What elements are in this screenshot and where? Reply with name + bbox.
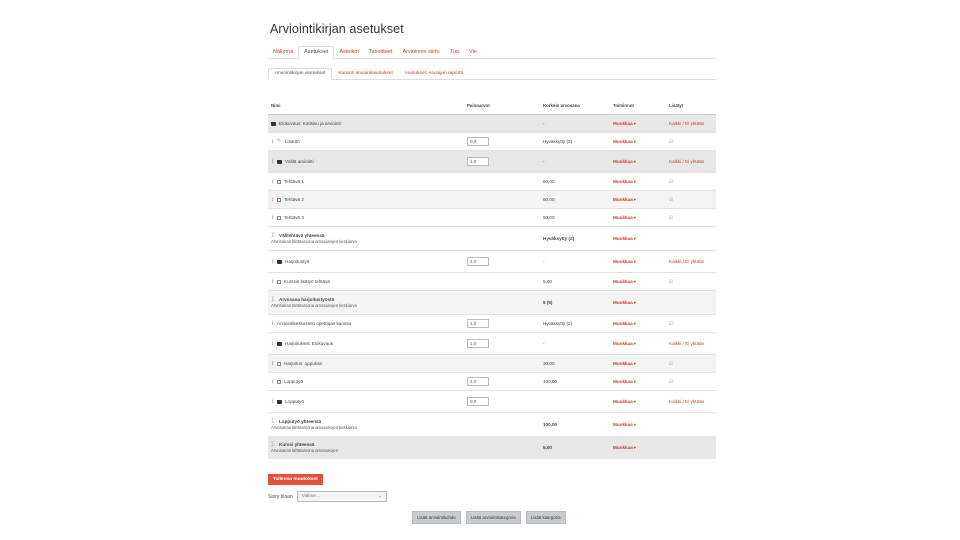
weight-cell bbox=[464, 227, 540, 251]
chevron-down-icon: ⌄ bbox=[377, 494, 382, 499]
assignment-icon bbox=[277, 198, 281, 202]
table-row bbox=[268, 413, 716, 437]
item-name: Harjoitus: oppukse bbox=[284, 360, 323, 366]
weight-cell bbox=[464, 115, 540, 133]
table-row bbox=[268, 391, 716, 413]
assignment-icon bbox=[277, 216, 281, 220]
max-grade-cell: Hyväksytty (2) bbox=[540, 227, 610, 251]
edit-menu-label: Muokkaa bbox=[613, 215, 633, 220]
actions-cell bbox=[610, 391, 666, 413]
calculator-icon: ∑ bbox=[271, 232, 275, 239]
edit-menu-label: Muokkaa bbox=[613, 159, 633, 164]
edit-menu-label: Muokkaa bbox=[613, 321, 633, 326]
jump-to-label: Siirry tilaan bbox=[268, 493, 293, 500]
pencil-icon: ✎ bbox=[277, 138, 282, 144]
actions-cell bbox=[610, 115, 666, 133]
caret-down-icon: ▾ bbox=[632, 236, 636, 241]
edit-menu-button[interactable] bbox=[613, 279, 636, 284]
extra-cell[interactable]: ☑ bbox=[666, 273, 716, 291]
edit-menu-label: Muokkaa bbox=[613, 379, 633, 384]
assignment-icon bbox=[277, 362, 281, 366]
name-cell bbox=[268, 209, 464, 227]
assignment-icon bbox=[277, 380, 281, 384]
item-name: Lopputyö bbox=[284, 378, 303, 384]
col-header-name: Nimi bbox=[268, 98, 464, 115]
weight-cell bbox=[464, 251, 540, 273]
item-name: Arviointikeskustelu opettajan kanssa bbox=[277, 320, 352, 326]
edit-menu-button[interactable] bbox=[613, 321, 636, 326]
name-cell bbox=[268, 391, 464, 413]
actions-cell bbox=[610, 173, 666, 191]
name-cell bbox=[268, 251, 464, 273]
caret-down-icon: ▾ bbox=[632, 139, 636, 144]
edit-menu-button[interactable] bbox=[613, 215, 636, 220]
edit-menu-button[interactable] bbox=[613, 361, 636, 366]
item-name: Lopputyö bbox=[285, 398, 304, 404]
actions-cell bbox=[610, 151, 666, 173]
caret-down-icon: ▾ bbox=[632, 159, 636, 164]
name-cell bbox=[268, 437, 464, 459]
add-button-2[interactable]: Lisää kategoria bbox=[526, 511, 566, 524]
move-arrow-icon[interactable]: ↕ bbox=[271, 320, 274, 327]
move-arrow-icon[interactable]: ↕ bbox=[271, 340, 274, 347]
item-name: Kurssi yhteensä bbox=[279, 442, 315, 448]
table-row bbox=[268, 191, 716, 209]
weight-input[interactable] bbox=[467, 377, 489, 386]
extra-cell[interactable]: Kaikki / Ei yhtään bbox=[666, 151, 716, 173]
actions-cell bbox=[610, 133, 666, 151]
subtab-1[interactable]: Kurssin arviointiasetukset bbox=[338, 71, 393, 76]
max-grade-cell: 100,00 bbox=[540, 413, 610, 437]
tab-6[interactable]: Vie bbox=[469, 49, 477, 55]
extra-cell[interactable]: ☑ bbox=[666, 315, 716, 333]
weight-cell bbox=[464, 373, 540, 391]
name-cell bbox=[268, 227, 464, 251]
folder-icon bbox=[277, 260, 282, 264]
edit-menu-label: Muokkaa bbox=[613, 236, 633, 241]
actions-cell bbox=[610, 437, 666, 459]
name-cell bbox=[268, 355, 464, 373]
tab-0[interactable]: Näkymä bbox=[273, 49, 294, 55]
extra-cell bbox=[666, 291, 716, 315]
item-name: Välitä arviointi bbox=[285, 158, 314, 164]
extra-cell[interactable]: Kaikki / Ei yhtään bbox=[666, 251, 716, 273]
weight-cell bbox=[464, 413, 540, 437]
edit-menu-button[interactable] bbox=[613, 300, 636, 305]
name-cell bbox=[268, 173, 464, 191]
weight-input[interactable] bbox=[467, 397, 489, 406]
page-content bbox=[268, 22, 716, 459]
tab-2[interactable]: Asteikot bbox=[339, 49, 359, 55]
edit-menu-label: Muokkaa bbox=[613, 279, 633, 284]
table-row bbox=[268, 333, 716, 355]
weight-input[interactable] bbox=[467, 257, 489, 266]
edit-menu-button[interactable] bbox=[613, 422, 636, 427]
table-row bbox=[268, 315, 716, 333]
weight-cell bbox=[464, 333, 540, 355]
item-subtitle: Arvosanan lähtöarvona arvosanojen bbox=[271, 448, 339, 454]
subtab-2[interactable]: Asetukset: Arvioijan raportti bbox=[404, 71, 463, 76]
extra-cell[interactable]: Kaikki / Ei yhtään bbox=[666, 391, 716, 413]
max-grade-cell: 30,00 bbox=[540, 355, 610, 373]
sub-tabs bbox=[268, 65, 716, 80]
table-row bbox=[268, 115, 716, 133]
max-grade-cell: 100,00 bbox=[540, 373, 610, 391]
item-name: Lisätöö bbox=[285, 138, 300, 144]
name-cell bbox=[268, 115, 464, 133]
name-cell bbox=[268, 191, 464, 209]
actions-cell bbox=[610, 413, 666, 437]
caret-down-icon: ▾ bbox=[632, 379, 636, 384]
table-row bbox=[268, 151, 716, 173]
caret-down-icon: ▾ bbox=[632, 321, 636, 326]
name-cell bbox=[268, 333, 464, 355]
jump-to-row bbox=[268, 491, 387, 502]
max-grade-cell: - bbox=[540, 251, 610, 273]
item-name: Harjoitukset: Elokuvaus bbox=[285, 340, 334, 346]
folder-icon bbox=[277, 400, 282, 404]
caret-down-icon: ▾ bbox=[632, 197, 636, 202]
caret-down-icon: ▾ bbox=[632, 422, 636, 427]
weight-cell bbox=[464, 391, 540, 413]
move-arrow-icon[interactable]: ↕ bbox=[271, 214, 274, 221]
edit-menu-label: Muokkaa bbox=[613, 445, 633, 451]
table-row bbox=[268, 133, 716, 151]
name-cell bbox=[268, 133, 464, 151]
extra-cell[interactable]: ☑ bbox=[666, 355, 716, 373]
assignment-icon bbox=[277, 180, 281, 184]
actions-cell bbox=[610, 191, 666, 209]
folder-icon bbox=[277, 160, 282, 164]
item-name: Tehtävä 1 bbox=[284, 178, 304, 184]
max-grade-cell: Hyväksytty (2) bbox=[540, 315, 610, 333]
weight-cell bbox=[464, 315, 540, 333]
caret-down-icon: ▾ bbox=[632, 215, 636, 220]
max-grade-cell: - bbox=[540, 333, 610, 355]
move-arrow-icon[interactable]: ↕ bbox=[271, 278, 274, 285]
col-header-max: Korkein arvosana bbox=[540, 98, 610, 115]
actions-cell bbox=[610, 355, 666, 373]
tab-1[interactable]: Asetukset bbox=[298, 46, 334, 59]
main-tabs bbox=[268, 44, 716, 59]
assignment-icon bbox=[277, 280, 281, 284]
table-row bbox=[268, 373, 716, 391]
max-grade-cell: Hyväksytty (2) bbox=[540, 133, 610, 151]
tab-4[interactable]: Arvioinnin siirto bbox=[402, 49, 440, 55]
caret-down-icon: ▾ bbox=[632, 300, 636, 305]
max-grade-cell: 5,00 bbox=[540, 437, 610, 459]
move-arrow-icon[interactable]: ↕ bbox=[271, 258, 274, 265]
caret-down-icon: ▾ bbox=[632, 121, 636, 126]
weight-cell bbox=[464, 173, 540, 191]
edit-menu-label: Muokkaa bbox=[613, 361, 633, 366]
move-arrow-icon[interactable]: ↕ bbox=[271, 196, 274, 203]
edit-menu-label: Muokkaa bbox=[613, 341, 633, 346]
max-grade-cell: 60,00 bbox=[540, 173, 610, 191]
extra-cell[interactable]: ☑ bbox=[666, 373, 716, 391]
calculator-icon: ∑ bbox=[271, 441, 275, 448]
weight-input[interactable] bbox=[467, 319, 489, 328]
extra-cell bbox=[666, 413, 716, 437]
edit-menu-button[interactable] bbox=[613, 179, 636, 184]
item-name: Tehtävä 3 bbox=[284, 214, 304, 220]
caret-down-icon: ▾ bbox=[632, 445, 636, 451]
jump-to-value: Valitse... bbox=[301, 494, 320, 499]
folder-icon bbox=[271, 122, 276, 126]
move-arrow-icon[interactable]: ↕ bbox=[271, 158, 274, 165]
max-grade-cell bbox=[540, 391, 610, 413]
table-row bbox=[268, 273, 716, 291]
max-grade-cell: 5,00 bbox=[540, 273, 610, 291]
caret-down-icon: ▾ bbox=[632, 279, 636, 284]
actions-cell bbox=[610, 251, 666, 273]
move-arrow-icon[interactable]: ↕ bbox=[271, 360, 274, 367]
edit-menu-button[interactable] bbox=[613, 399, 636, 404]
item-subtitle: Arvosanan lähtöarvona arvosanojen keskiarvo bbox=[271, 303, 357, 309]
extra-cell[interactable]: Kaikki / Ei yhtään bbox=[666, 115, 716, 133]
edit-menu-label: Muokkaa bbox=[613, 139, 633, 144]
edit-menu-button[interactable] bbox=[613, 139, 636, 144]
name-cell bbox=[268, 373, 464, 391]
table-row bbox=[268, 437, 716, 459]
weight-input[interactable] bbox=[467, 339, 489, 348]
weight-cell bbox=[464, 273, 540, 291]
edit-menu-button[interactable] bbox=[613, 445, 636, 450]
tab-3[interactable]: Tavoitteet bbox=[368, 49, 393, 55]
caret-down-icon: ▾ bbox=[632, 361, 636, 366]
item-name: Elokuvaus: Kotisivu ja arviointi bbox=[279, 121, 341, 126]
edit-menu-button[interactable] bbox=[613, 259, 636, 264]
item-subtitle: Arvosanan lähtöarvona arvosanojen keskiarvo bbox=[271, 425, 357, 431]
name-cell bbox=[268, 273, 464, 291]
edit-menu-label: Muokkaa bbox=[613, 179, 633, 184]
item-subtitle: Arvosanan lähtöarvona arvosanojen keskiarvo bbox=[271, 239, 357, 245]
col-header-actions: Toiminnot bbox=[610, 98, 666, 115]
edit-menu-label: Muokkaa bbox=[613, 300, 633, 305]
caret-down-icon: ▾ bbox=[632, 259, 636, 264]
bottom-buttons bbox=[412, 511, 566, 524]
actions-cell bbox=[610, 291, 666, 315]
grade-setup-table bbox=[268, 98, 716, 459]
item-name: Kurssin lisätyö tehtävä bbox=[284, 278, 330, 284]
edit-menu-button[interactable] bbox=[613, 197, 636, 202]
item-name: Lopputyö yhteensä bbox=[279, 418, 322, 424]
caret-down-icon: ▾ bbox=[632, 179, 636, 184]
actions-cell bbox=[610, 373, 666, 391]
edit-menu-button[interactable] bbox=[613, 379, 636, 384]
edit-menu-label: Muokkaa bbox=[613, 422, 633, 427]
edit-menu-button[interactable] bbox=[613, 236, 636, 241]
extra-cell[interactable]: ☑ bbox=[666, 209, 716, 227]
save-changes-button[interactable]: Tallenna muutokset bbox=[268, 474, 323, 485]
table-row bbox=[268, 355, 716, 373]
name-cell bbox=[268, 413, 464, 437]
weight-cell bbox=[464, 133, 540, 151]
caret-down-icon: ▾ bbox=[632, 341, 636, 346]
actions-cell bbox=[610, 315, 666, 333]
edit-menu-button[interactable] bbox=[613, 159, 636, 164]
max-grade-cell: - bbox=[540, 151, 610, 173]
weight-cell bbox=[464, 437, 540, 459]
max-grade-cell: 60,00 bbox=[540, 191, 610, 209]
edit-menu-label: Muokkaa bbox=[613, 259, 633, 264]
max-grade-cell: 5 (5) bbox=[540, 291, 610, 315]
subtab-0[interactable]: Arviointikirjan asetukset bbox=[268, 68, 332, 80]
col-header-weights[interactable]: Painoarvot bbox=[464, 98, 540, 115]
edit-menu-label: Muokkaa bbox=[613, 399, 633, 404]
move-arrow-icon[interactable]: ↕ bbox=[271, 178, 274, 185]
edit-menu-label: Muokkaa bbox=[613, 121, 633, 126]
calculator-icon: ∑ bbox=[271, 296, 275, 303]
edit-menu-label: Muokkaa bbox=[613, 197, 633, 202]
caret-down-icon: ▾ bbox=[632, 399, 636, 404]
table-row bbox=[268, 291, 716, 315]
extra-cell[interactable]: Kaikki / Ei yhtään bbox=[666, 333, 716, 355]
move-arrow-icon[interactable]: ↕ bbox=[271, 378, 274, 385]
edit-menu-button[interactable] bbox=[613, 341, 636, 346]
name-cell bbox=[268, 315, 464, 333]
weight-input[interactable] bbox=[467, 137, 489, 146]
folder-icon bbox=[277, 342, 282, 346]
add-button-1[interactable]: Lisää arviointikategoria bbox=[466, 511, 521, 524]
calculator-icon: ∑ bbox=[271, 418, 275, 425]
weight-cell bbox=[464, 355, 540, 373]
actions-cell bbox=[610, 227, 666, 251]
move-arrow-icon[interactable]: ↕ bbox=[271, 138, 274, 145]
actions-cell bbox=[610, 333, 666, 355]
weight-input[interactable] bbox=[467, 157, 489, 166]
max-grade-cell: 60,00 bbox=[540, 209, 610, 227]
add-button-0[interactable]: Lisää arviointikohde bbox=[412, 511, 461, 524]
extra-cell[interactable]: ☑ bbox=[666, 173, 716, 191]
jump-to-select[interactable] bbox=[297, 491, 387, 502]
actions-cell bbox=[610, 209, 666, 227]
weight-cell bbox=[464, 191, 540, 209]
max-grade-cell: - bbox=[540, 115, 610, 133]
name-cell bbox=[268, 291, 464, 315]
page-title: Arviointikirjan asetukset bbox=[270, 22, 404, 36]
weight-cell bbox=[464, 291, 540, 315]
edit-menu-button[interactable] bbox=[613, 121, 636, 126]
item-name: Välitehtävä yhteensä bbox=[279, 232, 325, 238]
tab-5[interactable]: Tuo bbox=[449, 49, 460, 55]
item-name: Arvosana harjoitustyöstä bbox=[279, 296, 335, 302]
table-row bbox=[268, 227, 716, 251]
extra-cell[interactable]: ☑ bbox=[666, 191, 716, 209]
weight-cell bbox=[464, 209, 540, 227]
item-name: Harjoitustyö bbox=[285, 258, 310, 264]
table-row bbox=[268, 209, 716, 227]
weight-cell bbox=[464, 151, 540, 173]
extra-cell bbox=[666, 437, 716, 459]
item-name: Tehtävä 2 bbox=[284, 196, 304, 202]
col-header-extra: Lisätyt bbox=[666, 98, 716, 115]
actions-cell bbox=[610, 273, 666, 291]
name-cell bbox=[268, 151, 464, 173]
extra-cell bbox=[666, 227, 716, 251]
move-arrow-icon[interactable]: ↕ bbox=[271, 398, 274, 405]
table-row bbox=[268, 251, 716, 273]
extra-cell[interactable]: ☑ bbox=[666, 133, 716, 151]
table-row bbox=[268, 173, 716, 191]
